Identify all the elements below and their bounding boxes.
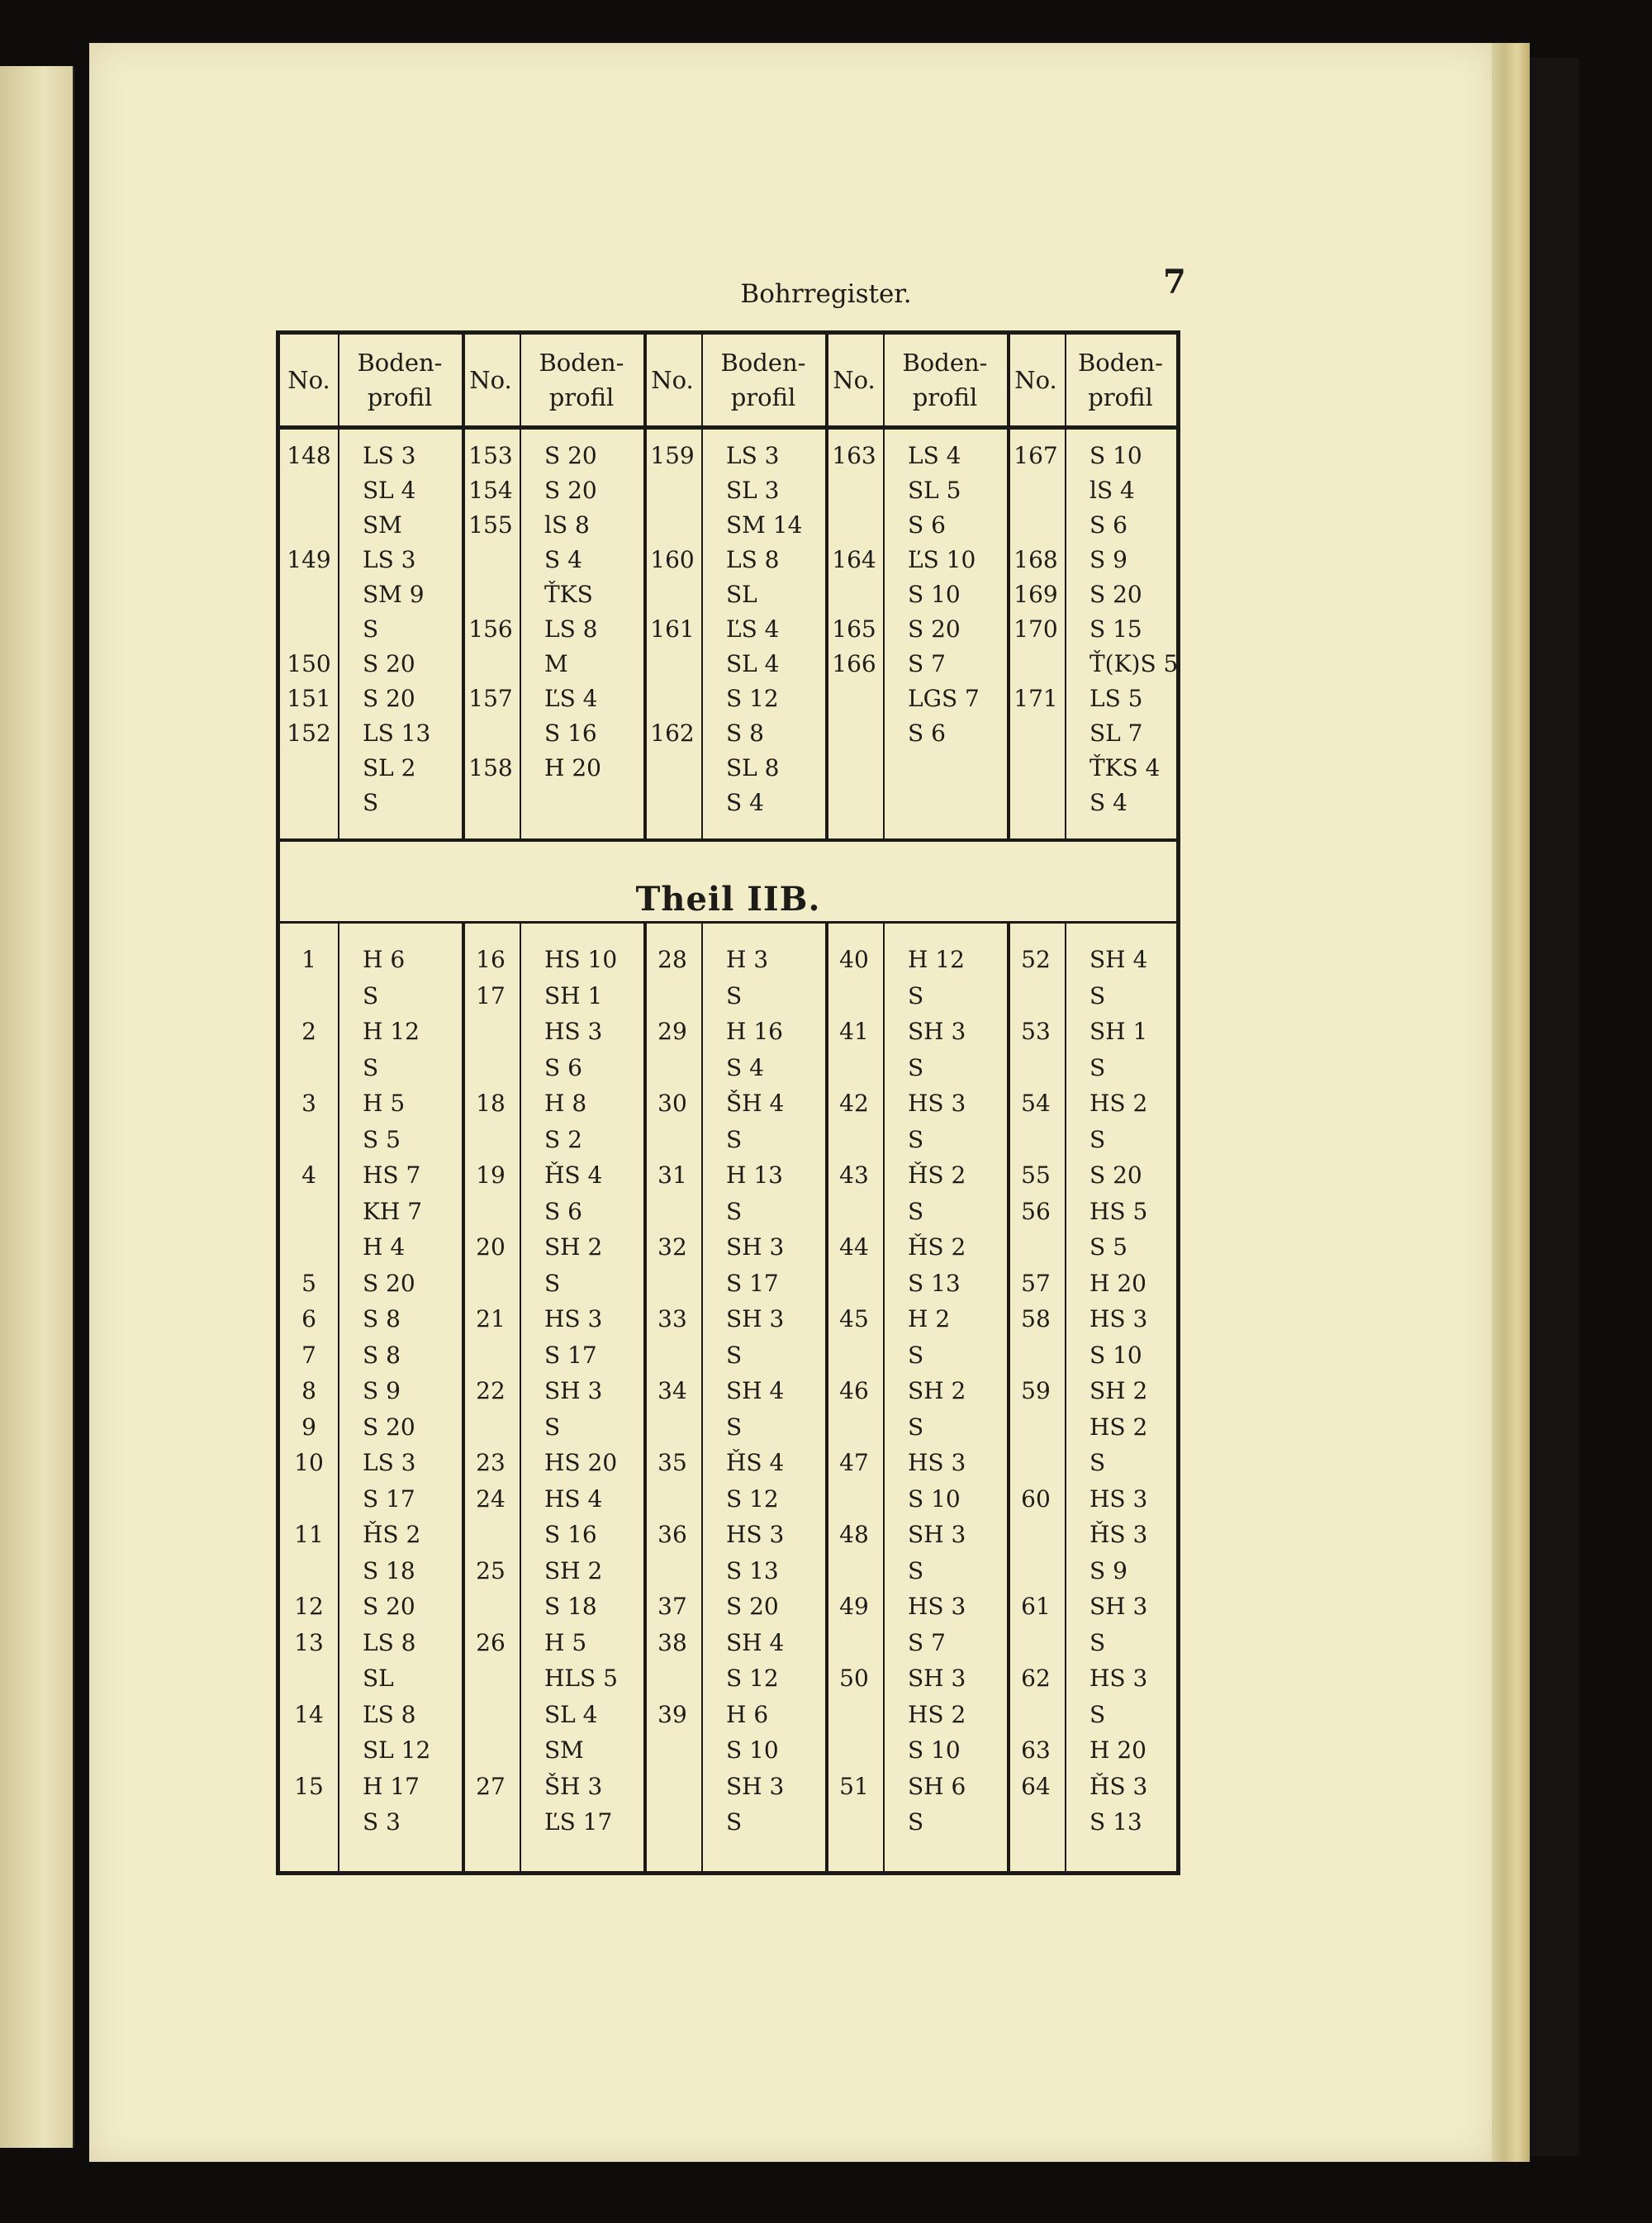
soil-profile-text: S 20 bbox=[726, 1593, 779, 1620]
soil-profile-text: KH 7 bbox=[363, 1197, 423, 1225]
soil-profile-text: S bbox=[544, 1413, 561, 1441]
bore-number-text: 46 bbox=[839, 1377, 869, 1404]
bore-number-text: 56 bbox=[1021, 1197, 1051, 1225]
soil-profile-text: S bbox=[726, 1341, 743, 1369]
bore-number-text: 164 bbox=[832, 546, 876, 573]
soil-profile-text: S bbox=[908, 981, 924, 1009]
soil-profile-text: S 8 bbox=[726, 720, 764, 747]
soil-profile-text: S 4 bbox=[726, 789, 764, 816]
soil-profile-text: S bbox=[1089, 1449, 1106, 1476]
soil-profile-text: LS 3 bbox=[363, 442, 416, 469]
bore-number-text: 51 bbox=[839, 1772, 869, 1800]
bore-number-text: 148 bbox=[287, 442, 331, 469]
soil-profile-text: H 20 bbox=[544, 754, 601, 781]
column-header-no: No. bbox=[1014, 365, 1057, 394]
bore-number-text: 158 bbox=[468, 754, 513, 781]
soil-profile-text: S 8 bbox=[363, 1341, 401, 1369]
soil-profile-text: SM 9 bbox=[363, 581, 425, 608]
soil-profile-text: S 16 bbox=[544, 720, 597, 747]
soil-profile-text: S 16 bbox=[544, 1521, 597, 1548]
bore-number-text: 29 bbox=[657, 1018, 687, 1045]
bore-number-text: 161 bbox=[650, 615, 695, 643]
soil-profile-text: LS 13 bbox=[363, 720, 431, 747]
soil-profile-text: S 20 bbox=[544, 477, 597, 504]
soil-profile-text: S 18 bbox=[363, 1556, 415, 1584]
bore-number-text: 32 bbox=[657, 1233, 687, 1261]
soil-profile-text: H 5 bbox=[363, 1090, 406, 1117]
soil-profile-text: S bbox=[1089, 1053, 1106, 1081]
soil-profile-text: ȞS 4 bbox=[544, 1161, 603, 1189]
soil-profile-text: S 10 bbox=[908, 1484, 961, 1513]
soil-profile-text: S bbox=[726, 1125, 743, 1153]
soil-profile-text: H 20 bbox=[1089, 1269, 1146, 1297]
soil-profile-text: S bbox=[363, 1053, 379, 1081]
soil-profile-text: SL 12 bbox=[363, 1736, 431, 1764]
soil-profile-text: S 17 bbox=[726, 1269, 779, 1297]
bore-number-text: 8 bbox=[301, 1377, 316, 1404]
column-header-no: No. bbox=[651, 365, 694, 394]
soil-profile-text: ĽS 10 bbox=[908, 546, 976, 573]
soil-profile-text: SL 2 bbox=[363, 754, 416, 781]
soil-profile-text: HS 3 bbox=[544, 1305, 603, 1332]
bore-number-text: 16 bbox=[476, 946, 506, 973]
soil-profile-text: HS 3 bbox=[908, 1593, 966, 1620]
soil-profile-text: SL 4 bbox=[726, 650, 780, 677]
bore-number-text: 45 bbox=[839, 1305, 869, 1332]
bore-number-text: 14 bbox=[294, 1700, 324, 1728]
soil-profile-text: ŠH 3 bbox=[544, 1772, 603, 1800]
bore-number-text: 42 bbox=[839, 1090, 869, 1117]
bore-number-text: 12 bbox=[294, 1593, 324, 1620]
soil-profile-text: SH 4 bbox=[1089, 946, 1148, 973]
bore-number-text: 60 bbox=[1021, 1484, 1051, 1513]
soil-profile-text: S bbox=[908, 1556, 924, 1584]
bore-number-text: 6 bbox=[301, 1305, 316, 1332]
soil-profile-text: HS 3 bbox=[1089, 1305, 1148, 1332]
soil-profile-text: LS 5 bbox=[1089, 685, 1143, 712]
soil-profile-text: ŠH 4 bbox=[726, 1090, 785, 1117]
page-number: 7 bbox=[1163, 263, 1186, 302]
soil-profile-text: SL 4 bbox=[544, 1700, 598, 1728]
soil-profile-text: S bbox=[726, 1808, 743, 1836]
bore-register-table bbox=[276, 330, 1180, 1875]
column-header-no: No. bbox=[833, 365, 876, 394]
soil-profile-text: S 7 bbox=[908, 1628, 946, 1656]
soil-profile-text: SH 2 bbox=[908, 1377, 966, 1404]
soil-profile-text: SH 3 bbox=[726, 1233, 785, 1261]
bore-number-text: 156 bbox=[468, 615, 513, 643]
soil-profile-text: S 6 bbox=[544, 1197, 582, 1225]
soil-profile-text: S 12 bbox=[726, 1484, 779, 1513]
soil-profile-text: S 13 bbox=[908, 1269, 961, 1297]
bore-number-text: 58 bbox=[1021, 1305, 1051, 1332]
bore-number-text: 47 bbox=[839, 1449, 869, 1476]
soil-profile-text: SH 6 bbox=[908, 1772, 966, 1800]
soil-profile-text: Ť(K)S 5 bbox=[1089, 650, 1179, 677]
soil-profile-text: S bbox=[908, 1808, 924, 1836]
soil-profile-text: HS 2 bbox=[908, 1700, 966, 1728]
soil-profile-text: H 3 bbox=[726, 946, 769, 973]
soil-profile-text: ŤKS 4 bbox=[1089, 754, 1161, 781]
soil-profile-text: S 18 bbox=[544, 1593, 597, 1620]
soil-profile-text: H 6 bbox=[363, 946, 406, 973]
bore-number-text: 159 bbox=[650, 442, 695, 469]
soil-profile-text: ĽS 8 bbox=[363, 1700, 416, 1728]
soil-profile-text: LS 3 bbox=[363, 546, 416, 573]
bore-number-text: 54 bbox=[1021, 1090, 1051, 1117]
bore-number-text: 17 bbox=[476, 981, 506, 1009]
soil-profile-text: S bbox=[908, 1053, 924, 1081]
bore-number-text: 34 bbox=[657, 1377, 687, 1404]
soil-profile-text: LS 8 bbox=[726, 546, 780, 573]
bore-number-text: 5 bbox=[301, 1269, 316, 1297]
bore-number-text: 150 bbox=[287, 650, 331, 677]
soil-profile-text: S 20 bbox=[908, 615, 961, 643]
soil-profile-text: S 20 bbox=[1089, 1161, 1142, 1189]
bore-number-text: 25 bbox=[476, 1556, 506, 1584]
bore-number-text: 162 bbox=[650, 720, 695, 747]
bore-number-text: 20 bbox=[476, 1233, 506, 1261]
soil-profile-text: S bbox=[363, 789, 379, 816]
soil-profile-text: ȞS 3 bbox=[1089, 1772, 1148, 1800]
soil-profile-text: H 4 bbox=[363, 1233, 406, 1261]
soil-profile-text: HS 3 bbox=[544, 1018, 603, 1045]
soil-profile-text: SL 5 bbox=[908, 477, 961, 504]
soil-profile-text: HS 3 bbox=[1089, 1484, 1148, 1513]
soil-profile-text: SL bbox=[726, 581, 757, 608]
soil-profile-text: H 12 bbox=[363, 1018, 420, 1045]
book-cover-edge bbox=[1530, 58, 1579, 2156]
bore-number-text: 62 bbox=[1021, 1665, 1051, 1692]
bore-number-text: 155 bbox=[468, 511, 513, 539]
bore-number-text: 44 bbox=[839, 1233, 869, 1261]
soil-profile-text: HS 5 bbox=[1089, 1197, 1148, 1225]
soil-profile-text: S bbox=[1089, 1125, 1106, 1153]
soil-profile-text: ȞS 4 bbox=[726, 1449, 785, 1476]
bore-number-text: 22 bbox=[476, 1377, 506, 1404]
bore-number-text: 64 bbox=[1021, 1772, 1051, 1800]
soil-profile-text: S 10 bbox=[908, 1736, 961, 1764]
soil-profile-text: S bbox=[363, 615, 379, 643]
bore-number-text: 59 bbox=[1021, 1377, 1051, 1404]
soil-profile-text: H 8 bbox=[544, 1090, 587, 1117]
bore-number-text: 13 bbox=[294, 1628, 324, 1656]
soil-profile-text: SH 2 bbox=[1089, 1377, 1148, 1404]
column-header-no: No. bbox=[287, 365, 330, 394]
bore-number-text: 153 bbox=[468, 442, 513, 469]
soil-profile-text: S 20 bbox=[363, 1269, 415, 1297]
soil-profile-text: S 20 bbox=[363, 685, 415, 712]
soil-profile-text: LS 4 bbox=[908, 442, 961, 469]
bore-number-text: 35 bbox=[657, 1449, 687, 1476]
soil-profile-text: S 13 bbox=[726, 1556, 779, 1584]
soil-profile-text: S 9 bbox=[1089, 1556, 1127, 1584]
left-page-edge bbox=[0, 66, 74, 2148]
bore-number-text: 36 bbox=[657, 1521, 687, 1548]
bore-number-text: 26 bbox=[476, 1628, 506, 1656]
soil-profile-text: HS 3 bbox=[726, 1521, 785, 1548]
soil-profile-text: SH 4 bbox=[726, 1377, 785, 1404]
bore-number-text: 21 bbox=[476, 1305, 506, 1332]
bore-number-text: 63 bbox=[1021, 1736, 1051, 1764]
bore-number-text: 1 bbox=[301, 946, 316, 973]
bore-number-text: 165 bbox=[832, 615, 876, 643]
soil-profile-text: HS 3 bbox=[1089, 1665, 1148, 1692]
soil-profile-text: S 12 bbox=[726, 685, 779, 712]
soil-profile-text: H 6 bbox=[726, 1700, 769, 1728]
soil-profile-text: M bbox=[544, 650, 568, 677]
soil-profile-text: S 4 bbox=[1089, 789, 1127, 816]
bore-number-text: 168 bbox=[1014, 546, 1058, 573]
bore-number-text: 166 bbox=[832, 650, 876, 677]
soil-profile-text: lS 4 bbox=[1089, 477, 1135, 504]
bore-number-text: 28 bbox=[657, 946, 687, 973]
soil-profile-text: LGS 7 bbox=[908, 685, 980, 712]
soil-profile-text: SM bbox=[363, 511, 402, 539]
column-header-bodenprofil: Boden- profil bbox=[539, 348, 624, 411]
section-title: Theil IIB. bbox=[635, 880, 821, 919]
soil-profile-text: LS 8 bbox=[544, 615, 598, 643]
soil-profile-text: HS 7 bbox=[363, 1161, 421, 1189]
soil-profile-text: SM 14 bbox=[726, 511, 803, 539]
soil-profile-text: SL 3 bbox=[726, 477, 780, 504]
soil-profile-text: S bbox=[726, 981, 743, 1009]
bore-number-text: 157 bbox=[468, 685, 513, 712]
soil-profile-text: S 10 bbox=[726, 1736, 779, 1764]
soil-profile-text: S 6 bbox=[544, 1053, 582, 1081]
soil-profile-text: S bbox=[1089, 1628, 1106, 1656]
soil-profile-text: H 16 bbox=[726, 1018, 783, 1045]
bore-number-text: 43 bbox=[839, 1161, 869, 1189]
soil-profile-text: SH 3 bbox=[1089, 1593, 1148, 1620]
bore-number-text: 15 bbox=[294, 1772, 324, 1800]
soil-profile-text: S 4 bbox=[544, 546, 582, 573]
soil-profile-text: S 20 bbox=[363, 1413, 415, 1441]
column-header-bodenprofil: Boden- profil bbox=[902, 348, 988, 411]
soil-profile-text: S 8 bbox=[363, 1305, 401, 1332]
soil-profile-text: HS 2 bbox=[1089, 1090, 1148, 1117]
soil-profile-text: H 5 bbox=[544, 1628, 587, 1656]
soil-profile-text: S bbox=[908, 1197, 924, 1225]
soil-profile-text: S 4 bbox=[726, 1053, 764, 1081]
bore-number-text: 39 bbox=[657, 1700, 687, 1728]
soil-profile-text: S 9 bbox=[363, 1377, 401, 1404]
soil-profile-text: SM bbox=[544, 1736, 584, 1764]
bore-number-text: 49 bbox=[839, 1593, 869, 1620]
soil-profile-text: SH 2 bbox=[544, 1556, 603, 1584]
bore-number-text: 167 bbox=[1014, 442, 1058, 469]
column-header-bodenprofil: Boden- profil bbox=[720, 348, 806, 411]
bore-number-text: 48 bbox=[839, 1521, 869, 1548]
bore-number-text: 160 bbox=[650, 546, 695, 573]
soil-profile-text: S 3 bbox=[363, 1808, 401, 1836]
soil-profile-text: SH 3 bbox=[908, 1665, 966, 1692]
bore-number-text: 170 bbox=[1014, 615, 1058, 643]
soil-profile-text: lS 8 bbox=[544, 511, 590, 539]
soil-profile-text: SL 8 bbox=[726, 754, 780, 781]
bore-number-text: 169 bbox=[1014, 581, 1058, 608]
soil-profile-text: HS 2 bbox=[1089, 1413, 1148, 1441]
soil-profile-text: SH 1 bbox=[1089, 1018, 1148, 1045]
bore-number-text: 27 bbox=[476, 1772, 506, 1800]
bore-number-text: 152 bbox=[287, 720, 331, 747]
soil-profile-text: SH 1 bbox=[544, 981, 603, 1009]
page-stack-edge bbox=[1492, 43, 1530, 2162]
soil-profile-text: H 2 bbox=[908, 1305, 951, 1332]
soil-profile-text: ȞS 2 bbox=[363, 1521, 421, 1548]
bore-number-text: 9 bbox=[301, 1413, 316, 1441]
soil-profile-text: ŤKS bbox=[544, 581, 593, 608]
soil-profile-text: ĽS 17 bbox=[544, 1808, 613, 1836]
bore-number-text: 23 bbox=[476, 1449, 506, 1476]
soil-profile-text: ĽS 4 bbox=[726, 615, 780, 643]
column-header-bodenprofil: Boden- profil bbox=[357, 348, 443, 411]
soil-profile-text: SH 3 bbox=[908, 1521, 966, 1548]
bore-number-text: 24 bbox=[476, 1484, 506, 1513]
soil-profile-text: HS 4 bbox=[544, 1484, 603, 1513]
soil-profile-text: SH 4 bbox=[726, 1628, 785, 1656]
bore-number-text: 154 bbox=[468, 477, 513, 504]
running-title: Bohrregister. bbox=[740, 279, 912, 309]
column-header-bodenprofil: Boden- profil bbox=[1078, 348, 1163, 411]
soil-profile-text: S 20 bbox=[363, 1593, 415, 1620]
soil-profile-text: S 10 bbox=[1089, 442, 1142, 469]
bore-number-text: 50 bbox=[839, 1665, 869, 1692]
bore-number-text: 149 bbox=[287, 546, 331, 573]
soil-profile-text: H 12 bbox=[908, 946, 965, 973]
soil-profile-text: S 20 bbox=[544, 442, 597, 469]
bore-number-text: 18 bbox=[476, 1090, 506, 1117]
bore-number-text: 2 bbox=[301, 1018, 316, 1045]
soil-profile-text: S 10 bbox=[1089, 1341, 1142, 1369]
bore-number-text: 31 bbox=[657, 1161, 687, 1189]
soil-profile-text: S 9 bbox=[1089, 546, 1127, 573]
soil-profile-text: S 17 bbox=[544, 1341, 597, 1369]
soil-profile-text: HS 20 bbox=[544, 1449, 618, 1476]
bore-number-text: 163 bbox=[832, 442, 876, 469]
bore-number-text: 171 bbox=[1014, 685, 1058, 712]
bore-number-text: 3 bbox=[301, 1090, 316, 1117]
soil-profile-text: ȞS 2 bbox=[908, 1161, 966, 1189]
soil-profile-text: S bbox=[544, 1269, 561, 1297]
bore-number-text: 11 bbox=[294, 1521, 324, 1548]
soil-profile-text: S 5 bbox=[1089, 1233, 1127, 1261]
soil-profile-text: SL 7 bbox=[1089, 720, 1143, 747]
page-header bbox=[89, 263, 1493, 312]
soil-profile-text: HS 10 bbox=[544, 946, 618, 973]
soil-profile-text: S 20 bbox=[363, 650, 415, 677]
soil-profile-text: S 7 bbox=[908, 650, 946, 677]
soil-profile-text: H 13 bbox=[726, 1161, 783, 1189]
bore-number-text: 61 bbox=[1021, 1593, 1051, 1620]
soil-profile-text: LS 3 bbox=[726, 442, 780, 469]
soil-profile-text: ȞS 3 bbox=[1089, 1521, 1148, 1548]
bore-number-text: 4 bbox=[301, 1161, 316, 1189]
soil-profile-text: SH 2 bbox=[544, 1233, 603, 1261]
bore-number-text: 10 bbox=[294, 1449, 324, 1476]
soil-profile-text: SH 3 bbox=[544, 1377, 603, 1404]
soil-profile-text: H 20 bbox=[1089, 1736, 1146, 1764]
bore-number-text: 37 bbox=[657, 1593, 687, 1620]
soil-profile-text: S bbox=[1089, 981, 1106, 1009]
bore-number-text: 53 bbox=[1021, 1018, 1051, 1045]
soil-profile-text: S 15 bbox=[1089, 615, 1142, 643]
soil-profile-text: S 5 bbox=[363, 1125, 401, 1153]
soil-profile-text: S 17 bbox=[363, 1484, 415, 1513]
soil-profile-text: S bbox=[908, 1341, 924, 1369]
bore-number-text: 19 bbox=[476, 1161, 506, 1189]
bore-number-text: 41 bbox=[839, 1018, 869, 1045]
soil-profile-text: SH 3 bbox=[726, 1305, 785, 1332]
soil-profile-text: LS 3 bbox=[363, 1449, 416, 1476]
bore-number-text: 38 bbox=[657, 1628, 687, 1656]
soil-profile-text: S 10 bbox=[908, 581, 961, 608]
soil-profile-text: S 6 bbox=[908, 511, 946, 539]
soil-profile-text: S bbox=[726, 1197, 743, 1225]
bore-number-text: 7 bbox=[301, 1341, 316, 1369]
soil-profile-text: H 17 bbox=[363, 1772, 420, 1800]
bore-number-text: 40 bbox=[839, 946, 869, 973]
soil-profile-text: S bbox=[908, 1125, 924, 1153]
soil-profile-text: S 12 bbox=[726, 1665, 779, 1692]
bore-number-text: 30 bbox=[657, 1090, 687, 1117]
soil-profile-text: SL 4 bbox=[363, 477, 416, 504]
soil-profile-text: S 13 bbox=[1089, 1808, 1142, 1836]
soil-profile-text: HLS 5 bbox=[544, 1665, 618, 1692]
soil-profile-text: SH 3 bbox=[908, 1018, 966, 1045]
soil-profile-text: S bbox=[1089, 1700, 1106, 1728]
bore-number-text: 151 bbox=[287, 685, 331, 712]
soil-profile-text: SL bbox=[363, 1665, 394, 1692]
soil-profile-text: S bbox=[908, 1413, 924, 1441]
soil-profile-text: SH 3 bbox=[726, 1772, 785, 1800]
column-header-no: No. bbox=[469, 365, 512, 394]
soil-profile-text: LS 8 bbox=[363, 1628, 416, 1656]
soil-profile-text: S 20 bbox=[1089, 581, 1142, 608]
soil-profile-text: HS 3 bbox=[908, 1090, 966, 1117]
soil-profile-text: HS 3 bbox=[908, 1449, 966, 1476]
soil-profile-text: S 6 bbox=[1089, 511, 1127, 539]
soil-profile-text: S bbox=[726, 1413, 743, 1441]
soil-profile-text: S 6 bbox=[908, 720, 946, 747]
soil-profile-text: ȞS 2 bbox=[908, 1233, 966, 1261]
bore-number-text: 33 bbox=[657, 1305, 687, 1332]
soil-profile-text: S 2 bbox=[544, 1125, 582, 1153]
bore-number-text: 55 bbox=[1021, 1161, 1051, 1189]
soil-profile-text: ĽS 4 bbox=[544, 685, 598, 712]
soil-profile-text: S bbox=[363, 981, 379, 1009]
bore-number-text: 52 bbox=[1021, 946, 1051, 973]
bore-number-text: 57 bbox=[1021, 1269, 1051, 1297]
